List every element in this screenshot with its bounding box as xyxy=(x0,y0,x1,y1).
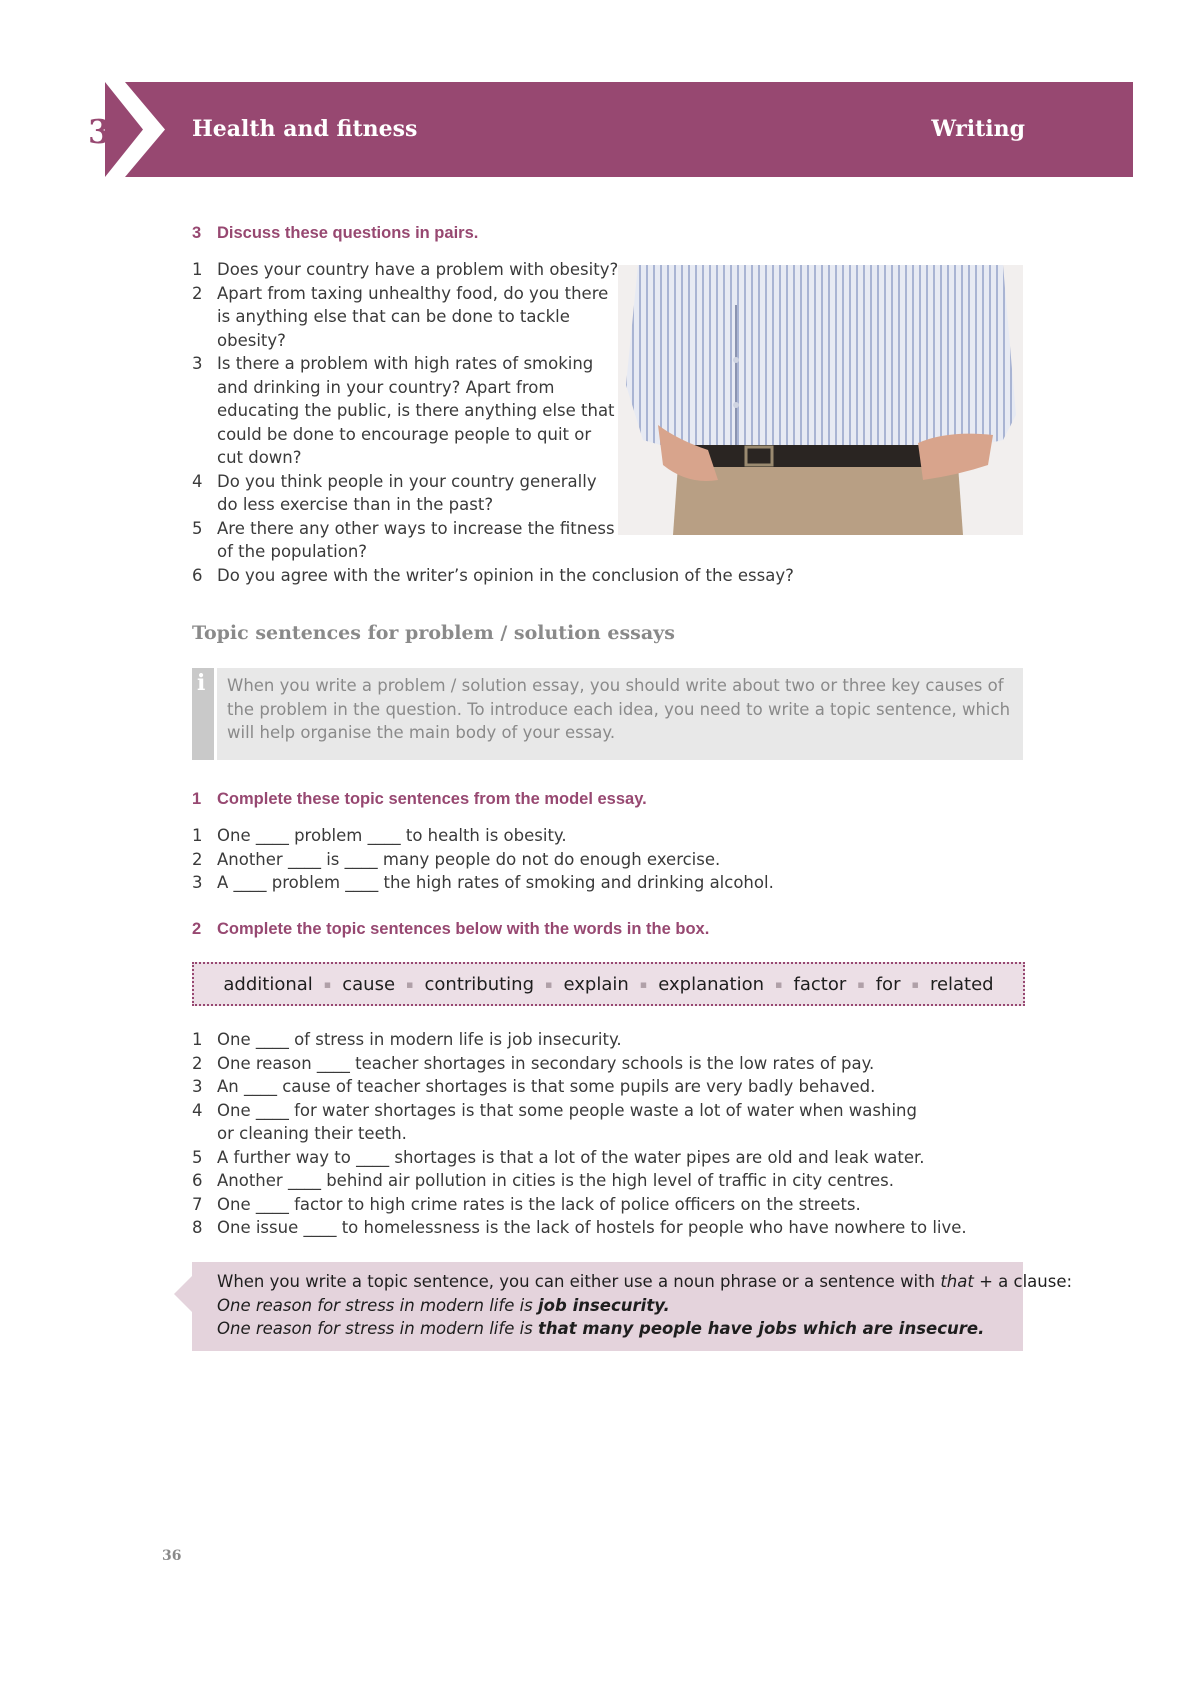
page-number: 36 xyxy=(162,1548,182,1564)
list-item: 2 Another ____ is ____ many people do not do enough exercise. xyxy=(192,849,721,869)
list-item: 3 Is there a problem with high rates of smoking and drinking in your country? Apart from educating the public, is there anything else that could be done to encourage people to quit or cut down? xyxy=(192,354,615,467)
exercise1-list xyxy=(192,824,997,895)
tip-example: One reason for stress in modern life is that many people have jobs which are insecure. xyxy=(217,1319,985,1338)
word-box-word: additional xyxy=(223,973,313,995)
info-box xyxy=(192,668,1023,760)
unit-number: 3 xyxy=(88,112,111,151)
list-item: 5 Are there any other ways to increase the fitness of the population? xyxy=(192,518,615,561)
info-text: When you write a problem / solution essay, you should write about two or three key causes of the problem in the question. To introduce each idea, you need to write a topic sentence, which will help organise the main body of your essay. xyxy=(227,676,1011,742)
list-item: 1 Does your country have a problem with obesity? xyxy=(192,260,619,279)
list-item: 3 A ____ problem ____ the high rates of smoking and drinking alcohol. xyxy=(192,873,774,892)
list-item: 4 Do you think people in your country generally do less exercise than in the past? xyxy=(192,471,597,514)
list-item: 4 One ____ for water shortages is that some people waste a lot of water when washing or cleaning their teeth. xyxy=(192,1100,917,1143)
word-separator: ▪ xyxy=(545,977,553,991)
list-item: 6 Do you agree with the writer’s opinion in the conclusion of the essay? xyxy=(192,565,794,585)
instruction-text: Discuss these questions in pairs. xyxy=(217,224,479,242)
word-box-word: explain xyxy=(563,973,629,995)
tip-arrow xyxy=(174,1276,192,1312)
word-separator: ▪ xyxy=(639,977,648,991)
list-item: 6 Another ____ behind air pollution in cities is the high level of traffic in city centres. xyxy=(192,1171,895,1190)
word-box-word: contributing xyxy=(424,973,535,995)
word-box-word: explanation xyxy=(658,973,765,995)
word-box xyxy=(192,962,1025,1006)
word-separator: ▪ xyxy=(406,977,414,991)
word-separator: ▪ xyxy=(323,977,332,991)
word-separator: ▪ xyxy=(775,977,783,991)
section-heading: Topic sentences for problem / solution essays xyxy=(192,622,675,644)
list-item: 5 A further way to ____ shortages is that a lot of the water pipes are old and leak water. xyxy=(192,1147,925,1167)
word-box-word: related xyxy=(929,973,994,995)
list-item: 8 One issue ____ to homelessness is the lack of hostels for people who have nowhere to live. xyxy=(192,1218,967,1237)
obesity-photo xyxy=(618,265,1023,535)
list-item: 2 One reason ____ teacher shortages in secondary schools is the low rates of pay. xyxy=(192,1053,875,1073)
instruction-number: 3 xyxy=(192,224,202,242)
exercise2-list xyxy=(192,1028,1017,1240)
instruction-number: 2 xyxy=(192,920,202,938)
instruction-text: Complete the topic sentences below with the words in the box. xyxy=(217,920,710,938)
word-box-word: factor xyxy=(793,973,847,995)
instruction-text: Complete these topic sentences from the model essay. xyxy=(217,790,647,808)
exercise1-instruction xyxy=(192,790,647,809)
instruction-number: 1 xyxy=(192,790,202,808)
list-item: 7 One ____ factor to high crime rates is the lack of police officers on the streets. xyxy=(192,1194,861,1214)
exercise2-instruction xyxy=(192,920,709,939)
info-icon: i xyxy=(197,670,206,696)
info-strip xyxy=(192,668,217,760)
section-title: Writing xyxy=(931,116,1025,142)
discussion-instruction xyxy=(192,224,478,243)
list-item: 2 Apart from taxing unhealthy food, do you there is anything else that can be done to tackle obesity? xyxy=(192,283,609,350)
list-item: 1 One ____ problem ____ to health is obesity. xyxy=(192,826,567,845)
tip-box xyxy=(192,1262,1073,1351)
word-box-word: cause xyxy=(342,973,396,995)
list-item: 1 One ____ of stress in modern life is job insecurity. xyxy=(192,1030,622,1049)
unit-title: Health and fitness xyxy=(192,116,418,142)
word-separator: ▪ xyxy=(911,977,919,991)
word-box-word: for xyxy=(875,973,901,995)
tip-text: When you write a topic sentence, you can either use a noun phrase or a sentence with that + a clause: xyxy=(217,1272,1073,1291)
tip-example: One reason for stress in modern life is job insecurity. xyxy=(217,1295,670,1315)
list-item: 3 An ____ cause of teacher shortages is that some pupils are very badly behaved. xyxy=(192,1077,876,1096)
word-separator: ▪ xyxy=(857,977,865,991)
